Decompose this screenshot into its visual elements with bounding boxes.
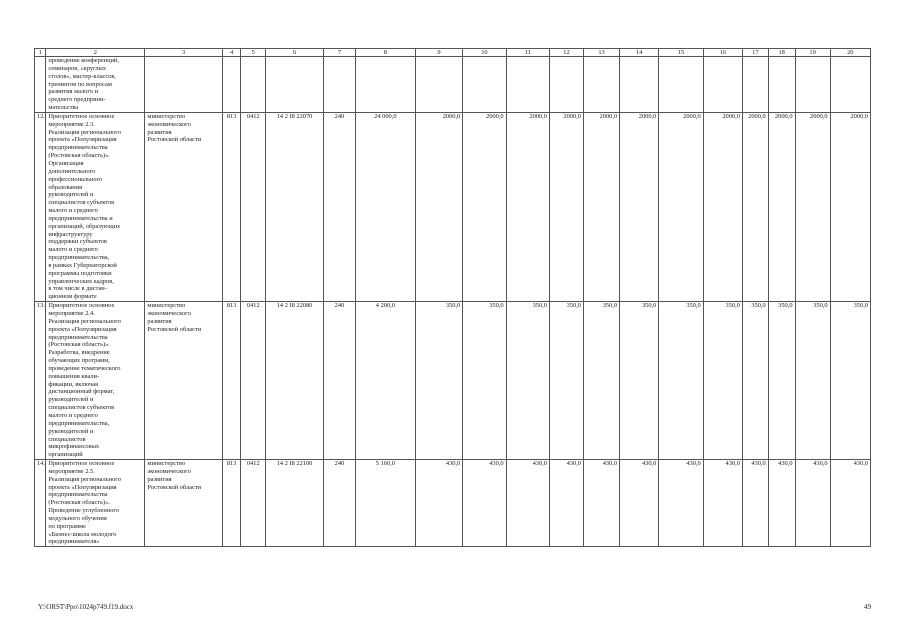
col-header: 15 (659, 49, 703, 57)
grbs-code: 813 (222, 112, 241, 301)
year-amount: 2000,0 (463, 112, 506, 301)
year-amount: 350,0 (703, 302, 742, 460)
year-amount: 350,0 (463, 302, 506, 460)
measure-name: Приоритетное основное мероприятие 2.3. Реализация регионального проекта «Популяризация предпринимательства (Ростовская область)». Организация дополнительного профессионального образования руководителей и специалистов субъектов малого и среднего предпринимательства и организаций, образующих инфраструктуру поддержки субъектов малого и среднего предпринимательства, в рамках Губернаторской программы подготовки управленческих кадров, в том числе в дистан- ционном формате (46, 112, 145, 301)
rzpr-code: 0412 (241, 460, 266, 547)
col-header: 12 (549, 49, 583, 57)
table-row (35, 112, 871, 301)
column-number-row (35, 49, 871, 57)
year-amount: 2000,0 (584, 112, 620, 301)
measure-name: Приоритетное основное мероприятие 2.5. Реализация регионального проекта «Популяризация предпринимательства (Ростовская область)». Проведение углубленного модульного обучения по программе «Бизнес-школа молодого предпринимателя» (46, 460, 145, 547)
year-amount: 350,0 (549, 302, 583, 460)
col-header: 3 (145, 49, 222, 57)
year-amount: 430,0 (463, 460, 506, 547)
year-amount: 2000,0 (768, 112, 795, 301)
col-header: 9 (415, 49, 462, 57)
year-amount: 350,0 (659, 302, 703, 460)
row-number: 13. (35, 302, 46, 460)
year-amount: 350,0 (506, 302, 549, 460)
col-header: 11 (506, 49, 549, 57)
year-amount: 350,0 (768, 302, 795, 460)
year-amount: 430,0 (768, 460, 795, 547)
csr-code: 14 2 I8 22080 (266, 302, 324, 460)
year-amount: 350,0 (795, 302, 830, 460)
year-amount: 350,0 (742, 302, 768, 460)
col-header: 7 (323, 49, 355, 57)
col-header: 5 (241, 49, 266, 57)
year-amount: 350,0 (620, 302, 659, 460)
table-row (35, 302, 871, 460)
col-header: 17 (742, 49, 768, 57)
rzpr-code: 0412 (241, 302, 266, 460)
year-amount: 430,0 (506, 460, 549, 547)
year-amount: 2000,0 (549, 112, 583, 301)
continuation-text: проведение конференций, семинаров, «круглых столов», мастер-классов, тренингов по вопросам развития малого и среднего предприни- мательства (46, 57, 145, 113)
row-number: 14. (35, 460, 46, 547)
vr-code: 240 (323, 112, 355, 301)
year-amount: 430,0 (703, 460, 742, 547)
vr-code: 240 (323, 460, 355, 547)
year-amount: 2000,0 (415, 112, 462, 301)
year-amount: 430,0 (742, 460, 768, 547)
col-header: 14 (620, 49, 659, 57)
col-header: 16 (703, 49, 742, 57)
continuation-row (35, 57, 871, 113)
year-amount: 430,0 (415, 460, 462, 547)
csr-code: 14 2 I8 22070 (266, 112, 324, 301)
col-header: 4 (222, 49, 241, 57)
page-number: 49 (864, 603, 871, 611)
year-amount: 430,0 (584, 460, 620, 547)
table-row (35, 460, 871, 547)
grbs-code: 813 (222, 460, 241, 547)
rzpr-code: 0412 (241, 112, 266, 301)
total-amount: 5 160,0 (355, 460, 415, 547)
budget-table (34, 48, 871, 547)
year-amount: 430,0 (549, 460, 583, 547)
total-amount: 24 000,0 (355, 112, 415, 301)
year-amount: 430,0 (620, 460, 659, 547)
total-amount: 4 200,0 (355, 302, 415, 460)
col-header: 10 (463, 49, 506, 57)
col-header: 2 (46, 49, 145, 57)
vr-code: 240 (323, 302, 355, 460)
year-amount: 2000,0 (795, 112, 830, 301)
col-header: 1 (35, 49, 46, 57)
year-amount: 2000,0 (506, 112, 549, 301)
year-amount: 430,0 (830, 460, 870, 547)
col-header: 20 (830, 49, 870, 57)
executor: министерство экономического развития Ростовской области (145, 460, 222, 547)
year-amount: 350,0 (830, 302, 870, 460)
col-header: 18 (768, 49, 795, 57)
col-header: 8 (355, 49, 415, 57)
grbs-code: 813 (222, 302, 241, 460)
year-amount: 350,0 (415, 302, 462, 460)
executor: министерство экономического развития Ростовской области (145, 302, 222, 460)
year-amount: 2000,0 (742, 112, 768, 301)
row-number: 12. (35, 112, 46, 301)
measure-name: Приоритетное основное мероприятие 2.4. Реализация регионального проекта «Популяризация предпринимательства (Ростовская область)». Разработка, внедрение обучающих программ, проведение тематического повышения квали- фикации, включая дистанционный формат, руководителей и специалистов субъектов малого и среднего предпринимательства, руководителей и специалистов микрофинансовых организаций (46, 302, 145, 460)
year-amount: 350,0 (584, 302, 620, 460)
executor: министерство экономического развития Ростовской области (145, 112, 222, 301)
year-amount: 2000,0 (620, 112, 659, 301)
year-amount: 2000,0 (703, 112, 742, 301)
year-amount: 2000,0 (830, 112, 870, 301)
year-amount: 430,0 (659, 460, 703, 547)
file-path: Y:\ORST\Ppo\1024p749.f19.docx (38, 603, 134, 611)
col-header: 19 (795, 49, 830, 57)
csr-code: 14 2 I8 22100 (266, 460, 324, 547)
col-header: 13 (584, 49, 620, 57)
year-amount: 2000,0 (659, 112, 703, 301)
col-header: 6 (266, 49, 324, 57)
year-amount: 430,0 (795, 460, 830, 547)
